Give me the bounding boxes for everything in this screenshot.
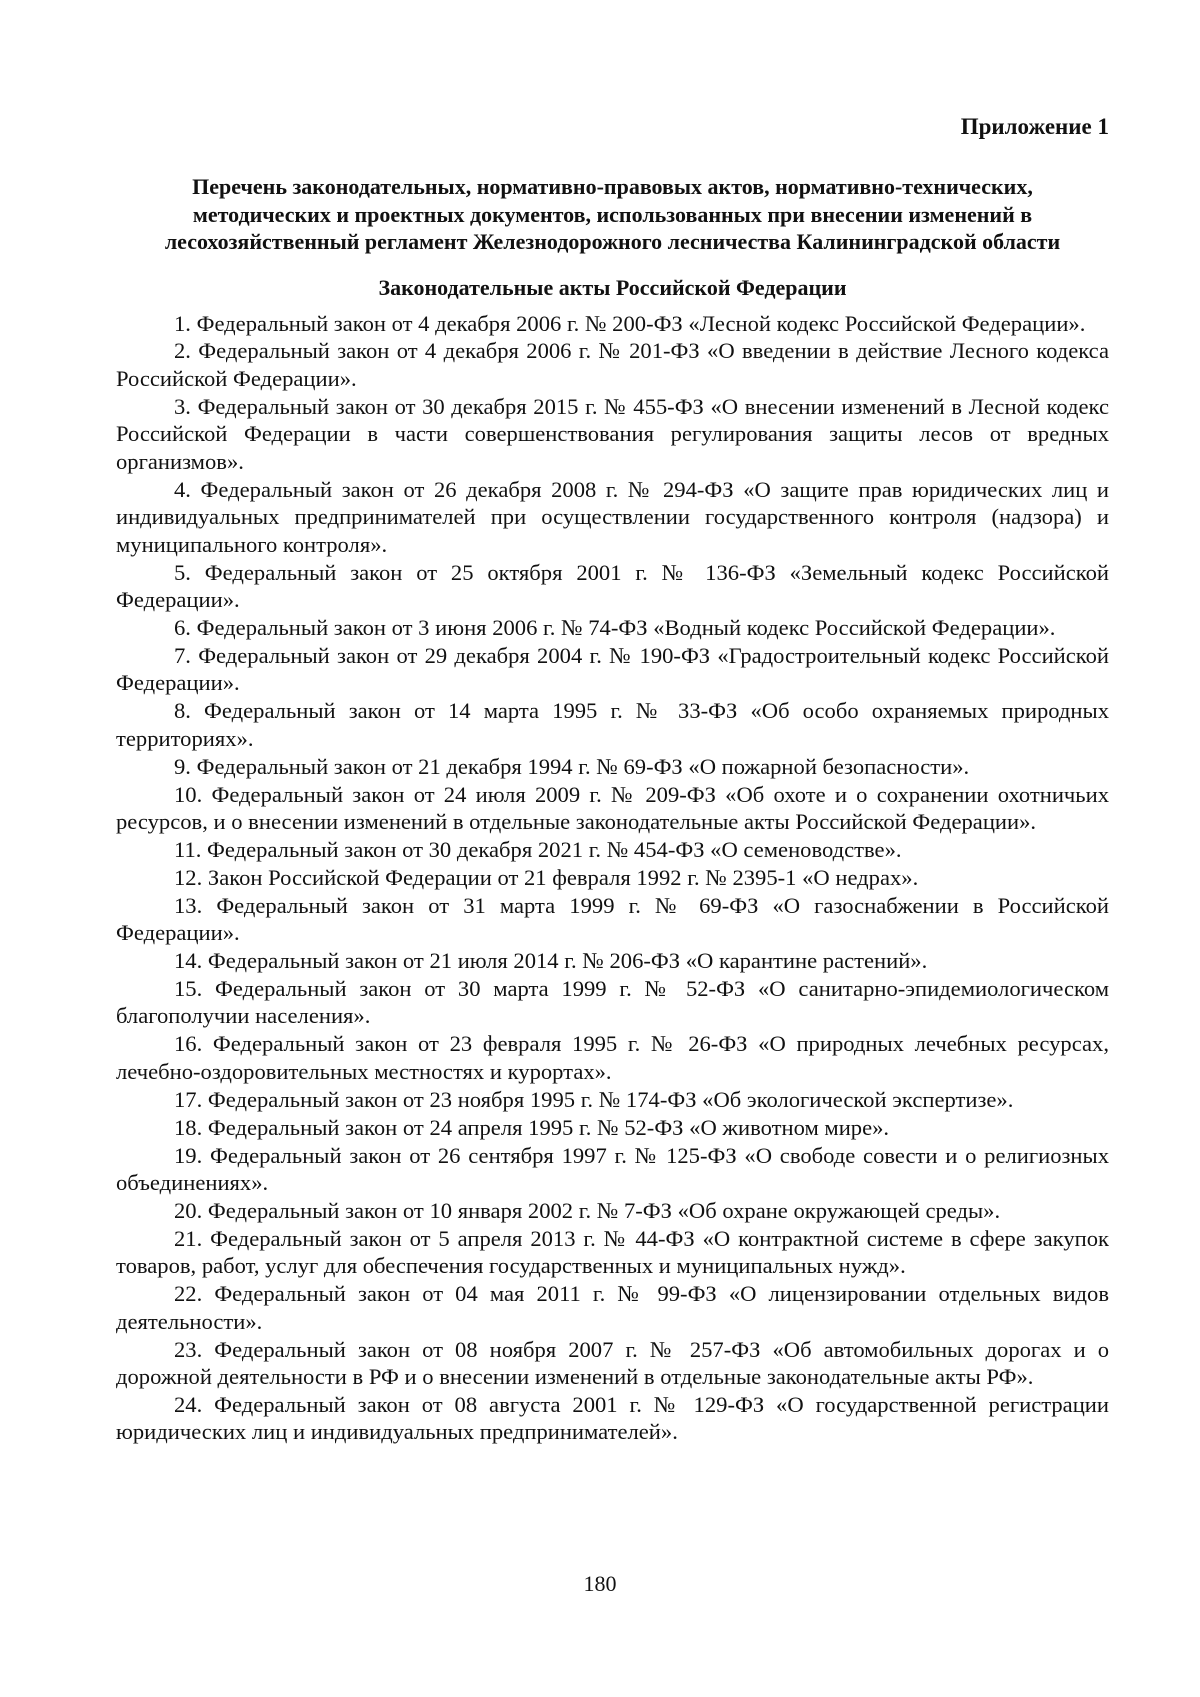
law-item: 23. Федеральный закон от 08 ноября 2007 г. № 257-ФЗ «Об автомобильных дорогах и о дорожной деятельности в РФ и о внесении изменений в отдельные законодательные акты РФ». bbox=[116, 1336, 1109, 1390]
law-item: 4. Федеральный закон от 26 декабря 2008 г. № 294-ФЗ «О защите прав юридических лиц и индивидуальных предпринимателей при осуществлении государственного контроля (надзора) и муниципального контроля». bbox=[116, 476, 1109, 557]
law-item: 19. Федеральный закон от 26 сентября 1997 г. № 125-ФЗ «О свободе совести и о религиозных объединениях». bbox=[116, 1142, 1109, 1196]
law-item: 17. Федеральный закон от 23 ноября 1995 г. № 174-ФЗ «Об экологической экспертизе». bbox=[174, 1086, 1014, 1112]
law-item: 22. Федеральный закон от 04 мая 2011 г. № 99-ФЗ «О лицензировании отдельных видов деятельности». bbox=[116, 1281, 1109, 1334]
law-item: 13. Федеральный закон от 31 марта 1999 г. № 69-ФЗ «О газоснабжении в Российской Федерации». bbox=[116, 892, 1109, 946]
law-item: 10. Федеральный закон от 24 июля 2009 г. № 209-ФЗ «Об охоте и о сохранении охотничьих ресурсов, и о внесении изменений в отдельные законодательные акты Российской Федерации». bbox=[116, 781, 1109, 835]
page-number: 180 bbox=[583, 1571, 617, 1596]
law-item: 2. Федеральный закон от 4 декабря 2006 г. № 201-ФЗ «О введении в действие Лесного кодекса Российской Федерации». bbox=[116, 338, 1109, 391]
law-item: 3. Федеральный закон от 30 декабря 2015 г. № 455-ФЗ «О внесении изменений в Лесной кодекс Российской Федерации в части совершенствования регулирования защиты лесов от вредных организмов». bbox=[116, 393, 1109, 474]
law-item: 12. Закон Российской Федерации от 21 февраля 1992 г. № 2395-1 «О недрах». bbox=[174, 864, 919, 890]
law-item: 1. Федеральный закон от 4 декабря 2006 г. № 200-ФЗ «Лесной кодекс Российской Федерации». bbox=[174, 310, 1086, 336]
law-item: 18. Федеральный закон от 24 апреля 1995 г. № 52-ФЗ «О животном мире». bbox=[174, 1114, 890, 1140]
law-item: 16. Федеральный закон от 23 февраля 1995 г. № 26-ФЗ «О природных лечебных ресурсах, лечебно-оздоровительных местностях и курортах». bbox=[116, 1031, 1109, 1084]
law-item: 11. Федеральный закон от 30 декабря 2021 г. № 454-ФЗ «О семеноводстве». bbox=[174, 836, 902, 862]
section-heading: Законодательные акты Российской Федерации bbox=[378, 274, 847, 300]
page-content bbox=[116, 112, 1109, 1446]
law-list bbox=[116, 310, 1109, 1446]
law-item: 5. Федеральный закон от 25 октября 2001 г. № 136-ФЗ «Земельный кодекс Российской Федерации». bbox=[116, 559, 1109, 613]
law-item: 6. Федеральный закон от 3 июня 2006 г. № 74-ФЗ «Водный кодекс Российской Федерации». bbox=[174, 614, 1056, 640]
law-item: 20. Федеральный закон от 10 января 2002 г. № 7-ФЗ «Об охране окружающей среды». bbox=[174, 1197, 1001, 1223]
law-item: 9. Федеральный закон от 21 декабря 1994 г. № 69-ФЗ «О пожарной безопасности». bbox=[174, 753, 970, 779]
law-item: 15. Федеральный закон от 30 марта 1999 г. № 52-ФЗ «О санитарно-эпидемиологическом благополучии населения». bbox=[116, 975, 1109, 1029]
appendix-label: Приложение 1 bbox=[960, 114, 1109, 139]
title-line: лесохозяйственный регламент Железнодорожного лесничества Калининградской области bbox=[164, 229, 1061, 254]
law-item: 7. Федеральный закон от 29 декабря 2004 г. № 190-ФЗ «Градостроительный кодекс Российской Федерации». bbox=[116, 642, 1109, 696]
title-line: Перечень законодательных, нормативно-правовых актов, нормативно-технических, bbox=[192, 174, 1033, 199]
law-item: 21. Федеральный закон от 5 апреля 2013 г. № 44-ФЗ «О контрактной системе в сфере закупок товаров, работ, услуг для обеспечения государственных и муниципальных нужд». bbox=[116, 1225, 1109, 1279]
document-title bbox=[116, 173, 1109, 256]
law-item: 8. Федеральный закон от 14 марта 1995 г. № 33-ФЗ «Об особо охраняемых природных территориях». bbox=[116, 698, 1109, 751]
law-item: 24. Федеральный закон от 08 августа 2001 г. № 129-ФЗ «О государственной регистрации юридических лиц и индивидуальных предпринимателей». bbox=[116, 1391, 1109, 1445]
title-line: методических и проектных документов, использованных при внесении изменений в bbox=[192, 201, 1033, 227]
law-item: 14. Федеральный закон от 21 июля 2014 г. № 206-ФЗ «О карантине растений». bbox=[174, 948, 928, 974]
